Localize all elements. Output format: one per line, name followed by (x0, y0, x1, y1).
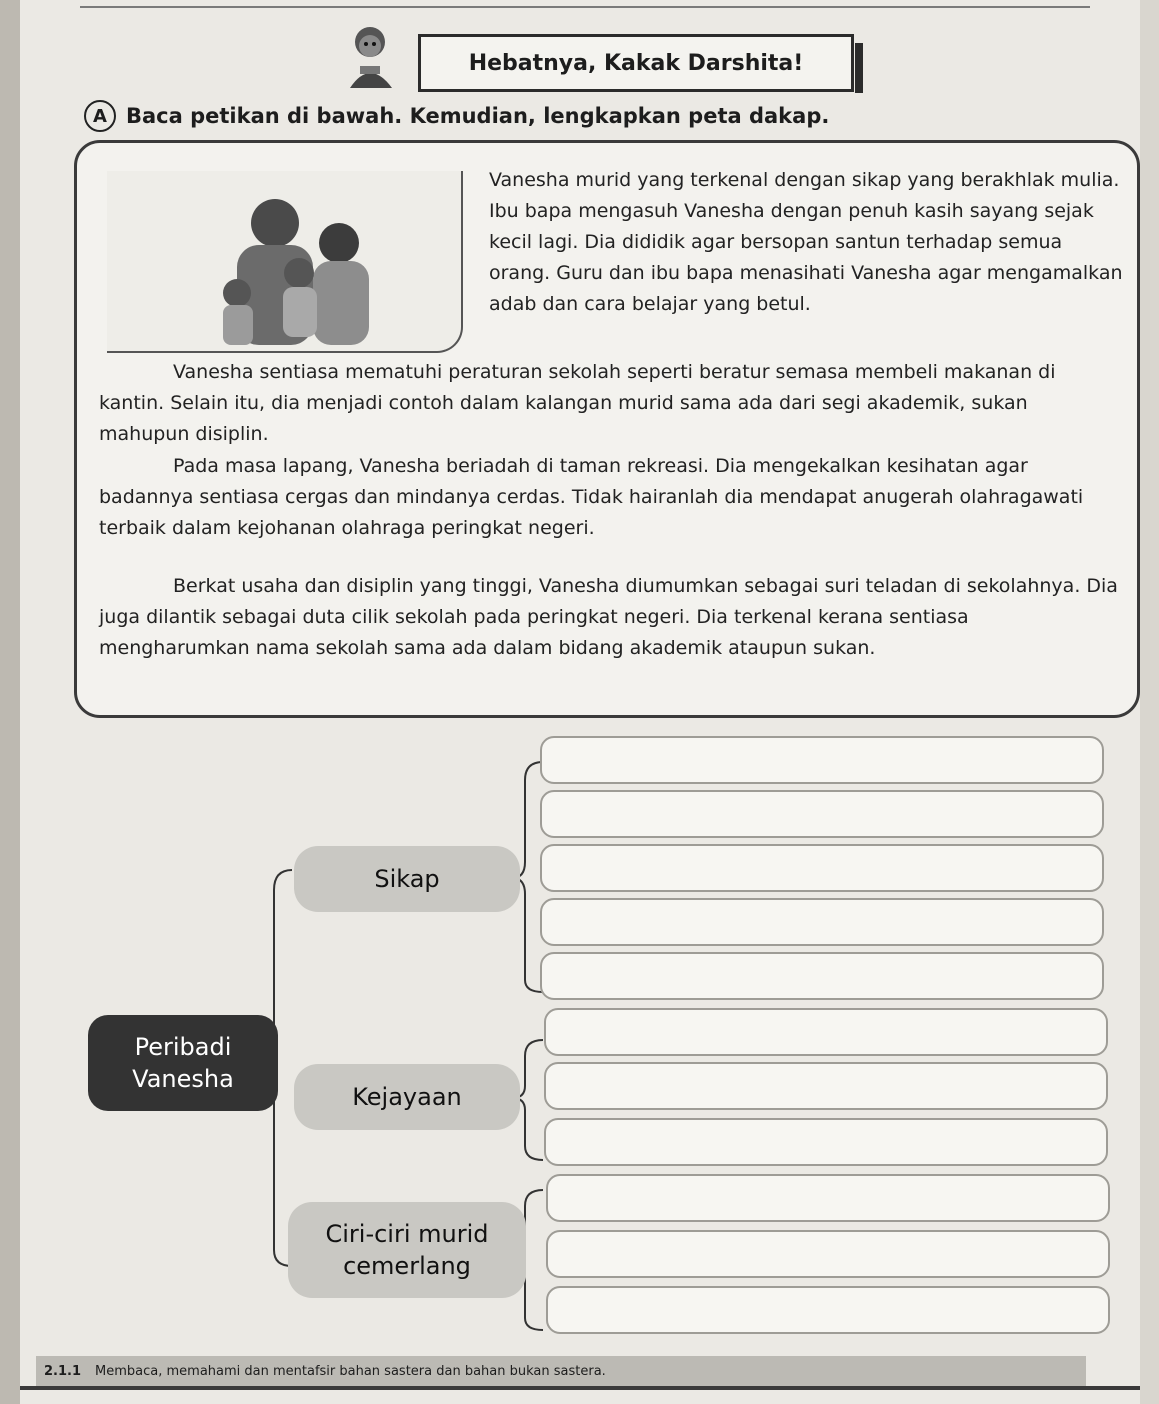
answer-box-ciri-2[interactable] (546, 1230, 1110, 1278)
map-node-ciri-ciri: Ciri-ciri murid cemerlang (288, 1202, 526, 1298)
section-letter: A (84, 100, 116, 132)
page-title: Hebatnya, Kakak Darshita! (418, 34, 854, 92)
answer-box-ciri-3[interactable] (546, 1286, 1110, 1334)
workbook-page (20, 0, 1140, 1404)
answer-box-sikap-5[interactable] (540, 952, 1104, 1000)
passage-paragraph-4: Berkat usaha dan disiplin yang tinggi, Vanesha diumumkan sebagai suri teladan di sekolahnya. Dia juga dilantik sebagai duta cilik sekolah pada peringkat negeri. Dia terkenal kerana sentiasa mengharumkan nama sekolah sama ada dalam bidang akademik ataupun sukan. (99, 575, 1118, 659)
map-node-sikap: Sikap (294, 846, 520, 912)
footer-code: 2.1.1 (44, 1363, 82, 1379)
map-node-kejayaan: Kejayaan (294, 1064, 520, 1130)
answer-box-sikap-4[interactable] (540, 898, 1104, 946)
answer-box-sikap-3[interactable] (540, 844, 1104, 892)
footer-standard (36, 1356, 1086, 1386)
answer-box-kejayaan-1[interactable] (544, 1008, 1108, 1056)
answer-box-kejayaan-2[interactable] (544, 1062, 1108, 1110)
bottom-rule (20, 1386, 1140, 1390)
answer-box-kejayaan-3[interactable] (544, 1118, 1108, 1166)
answer-box-sikap-2[interactable] (540, 790, 1104, 838)
footer-text: Membaca, memahami dan mentafsir bahan sastera dan bahan bukan sastera. (95, 1363, 606, 1379)
answer-box-sikap-1[interactable] (540, 736, 1104, 784)
page-edge-shadow (0, 0, 20, 1404)
passage-paragraph-3: Pada masa lapang, Vanesha beriadah di taman rekreasi. Dia mengekalkan kesihatan agar badannya sentiasa cergas dan mindanya cerdas. Tidak hairanlah dia mendapat anugerah olahragawati terbaik dalam kejohanan olahraga peringkat negeri. (99, 455, 1084, 539)
answer-box-ciri-1[interactable] (546, 1174, 1110, 1222)
passage-paragraph-1: Vanesha murid yang terkenal dengan sikap yang berakhlak mulia. Ibu bapa mengasuh Vanesha dengan penuh kasih sayang sejak kecil lagi. Dia dididik agar bersopan santun terhadap semua orang. Guru dan ibu bapa menasihati Vanesha agar mengamalkan adab dan cara belajar yang betul. (489, 169, 1123, 315)
instruction-text: Baca petikan di bawah. Kemudian, lengkapkan peta dakap. (126, 104, 830, 128)
passage-paragraph-2: Vanesha sentiasa mematuhi peraturan sekolah seperti beratur semasa membeli makanan di kantin. Selain itu, dia menjadi contoh dalam kalangan murid sama ada dari segi akademik, sukan mahupun disiplin. (99, 361, 1056, 445)
map-main-node: Peribadi Vanesha (88, 1015, 278, 1111)
